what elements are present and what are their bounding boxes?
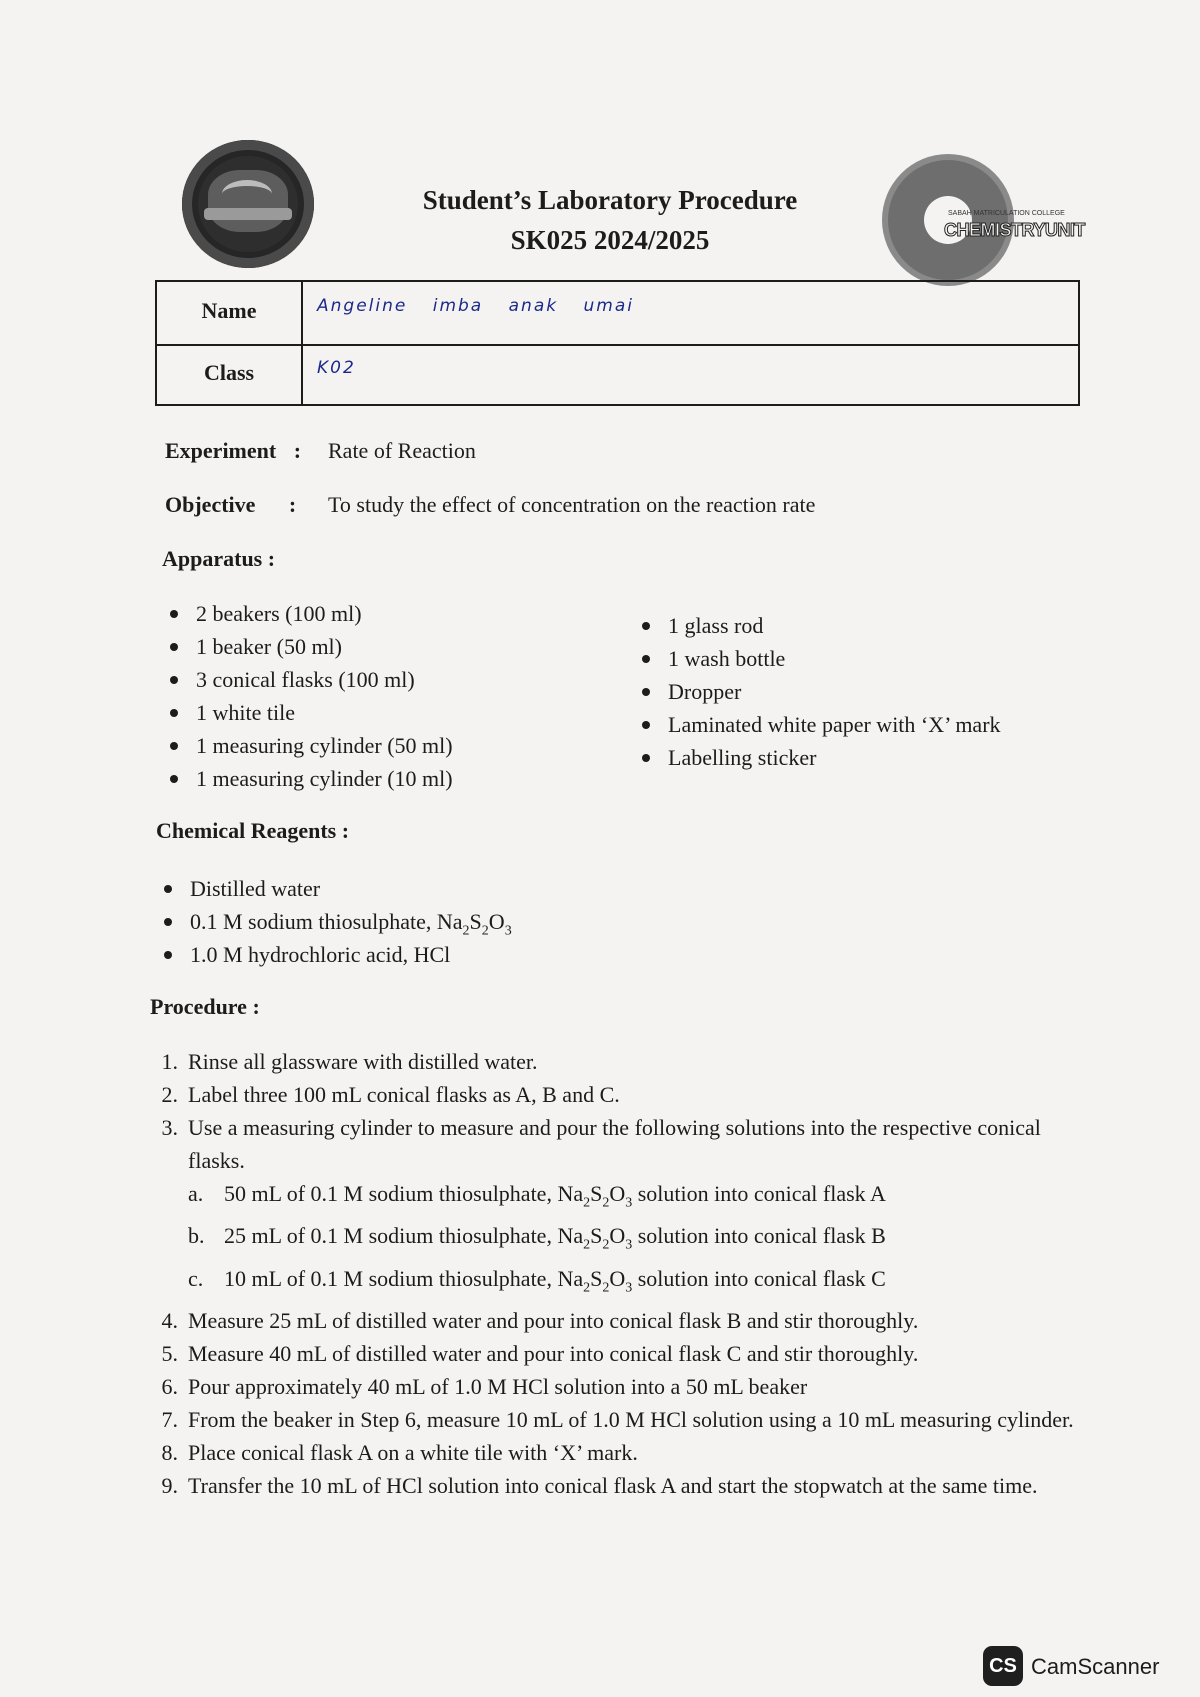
list-item: 1 measuring cylinder (10 ml) bbox=[166, 762, 453, 795]
procedure-step: 2. Label three 100 mL conical flasks as A, B and C. bbox=[161, 1082, 620, 1107]
objective-label: Objective bbox=[165, 492, 256, 517]
procedure-step: 3. Use a measuring cylinder to measure and pour the following solutions into the respective conical flasks. a. 50 mL of 0.1 M sodium thiosulphate, $Na_2S_2O_3$ solution into conical flask A b. 25 mL of 0.1 M sodium thiosulphate, $Na_2S_2O_3$ solution into conical flask B c. 10 mL of 0.1 M sodium thiosulphate, $Na_2S_2O_3$ solution into conical flask C bbox=[148, 1111, 1088, 1304]
student-info-table bbox=[155, 280, 1080, 406]
procedure-step: 8. Place conical flask A on a white tile with ‘X’ mark. bbox=[161, 1440, 638, 1466]
procedure-substep: c. 10 mL of 0.1 M sodium thiosulphate, $Na_2S_2O_3$ solution into conical flask C bbox=[188, 1265, 886, 1296]
chemistry-logo-small-text: SABAH MATRICULATION COLLEGE bbox=[948, 210, 1065, 217]
apparatus-list-left bbox=[166, 597, 453, 795]
title-line-2: SK025 2024/2025 bbox=[510, 225, 710, 255]
list-item: 1 beaker (50 ml) bbox=[166, 630, 453, 663]
procedure-substep: a. 50 mL of 0.1 M sodium thiosulphate, $Na_2S_2O_3$ solution into conical flask A bbox=[188, 1181, 886, 1211]
reagents-heading: Chemical Reagents : bbox=[156, 818, 350, 843]
experiment-value: Rate of Reaction bbox=[328, 438, 476, 463]
class-row bbox=[157, 344, 1078, 406]
experiment-row bbox=[165, 438, 476, 464]
name-row bbox=[157, 282, 1078, 346]
class-value: K02 bbox=[317, 358, 356, 378]
apparatus-heading: Apparatus : bbox=[162, 546, 276, 571]
procedure-steps bbox=[148, 1045, 1088, 1502]
objective-value: To study the effect of concentration on the reaction rate bbox=[328, 492, 816, 517]
apparatus-list-right bbox=[638, 609, 1001, 774]
procedure-step: 4. Measure 25 mL of distilled water and pour into conical flask B and stir thoroughly. bbox=[161, 1308, 919, 1334]
experiment-colon: : bbox=[293, 438, 302, 463]
procedure-step: 9. Transfer the 10 mL of HCl solution into conical flask A and start the stopwatch at the same time. bbox=[161, 1473, 1038, 1499]
list-item: Dropper bbox=[638, 675, 1001, 708]
procedure-step: 6. Pour approximately 40 mL of 1.0 M HCl solution into a 50 mL beaker bbox=[161, 1374, 808, 1400]
title-line-1: Student’s Laboratory Procedure bbox=[422, 185, 798, 215]
procedure-substeps bbox=[188, 1177, 1088, 1304]
list-item: Laminated white paper with ‘X’ mark bbox=[638, 708, 1001, 741]
procedure-step: 7. From the beaker in Step 6, measure 10 mL of 1.0 M HCl solution using a 10 mL measuring cylinder. bbox=[161, 1407, 1074, 1433]
chemistry-logo-text: CHEMISTRYUNIT bbox=[944, 220, 1085, 240]
procedure-substep: b. 25 mL of 0.1 M sodium thiosulphate, $Na_2S_2O_3$ solution into conical flask B bbox=[188, 1223, 886, 1253]
procedure-step: 1. Rinse all glassware with distilled water. bbox=[161, 1049, 538, 1074]
camscanner-text: CamScanner bbox=[1031, 1654, 1160, 1679]
procedure-step: 5. Measure 40 mL of distilled water and pour into conical flask C and stir thoroughly. bbox=[161, 1341, 919, 1367]
reagents-list bbox=[160, 872, 512, 971]
list-item: 2 beakers (100 ml) bbox=[166, 597, 453, 630]
objective-colon: : bbox=[288, 492, 297, 517]
camscanner-logo-icon: CS bbox=[983, 1646, 1023, 1686]
name-value: Angeline imba anak umai bbox=[317, 296, 634, 316]
document-title bbox=[360, 180, 860, 260]
list-item: 1 white tile bbox=[166, 696, 453, 729]
list-item: Distilled water bbox=[160, 872, 512, 905]
list-item: 0.1 M sodium thiosulphate, $Na_2S_2O_3$ bbox=[160, 905, 512, 938]
college-logo-icon bbox=[182, 140, 314, 268]
list-item: 1.0 M hydrochloric acid, HCl bbox=[160, 938, 512, 971]
list-item: 1 wash bottle bbox=[638, 642, 1001, 675]
objective-row bbox=[165, 492, 816, 518]
procedure-heading: Procedure : bbox=[150, 994, 260, 1019]
experiment-label: Experiment bbox=[165, 438, 277, 463]
class-label: Class bbox=[157, 344, 303, 406]
list-item: Labelling sticker bbox=[638, 741, 1001, 774]
name-label: Name bbox=[157, 282, 303, 344]
chemistry-unit-logo-icon bbox=[888, 160, 1085, 290]
list-item: 1 measuring cylinder (50 ml) bbox=[166, 729, 453, 762]
list-item: 3 conical flasks (100 ml) bbox=[166, 663, 453, 696]
list-item: 1 glass rod bbox=[638, 609, 1001, 642]
